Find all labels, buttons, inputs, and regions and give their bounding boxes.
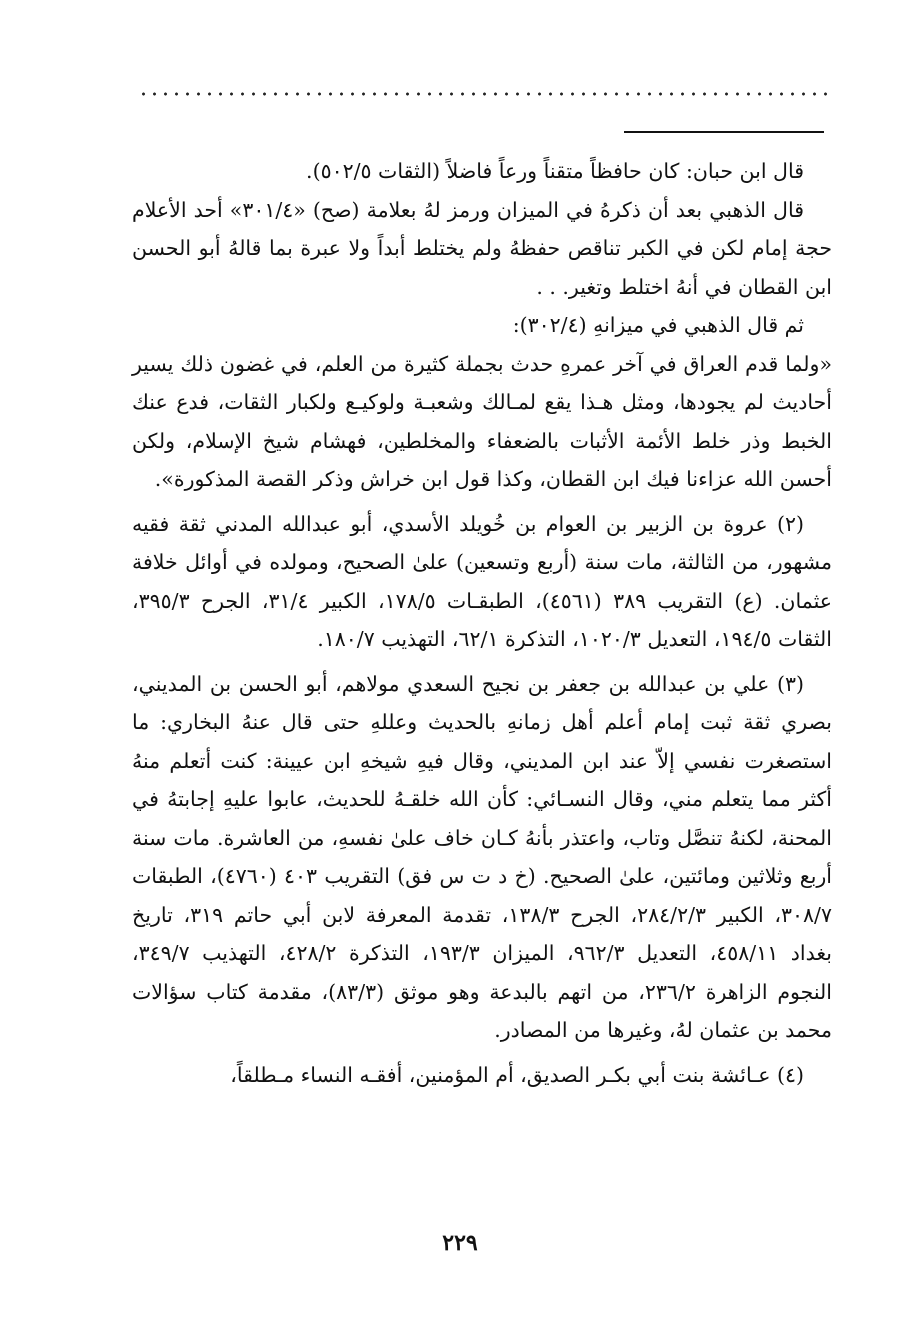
- footnote-item: (٤) عـائشة بنت أبي بكـر الصديق، أم المؤمنين، أفقـه النساء مـطلقاً،: [230, 1062, 804, 1087]
- page-number: ٢٢٩: [442, 1230, 478, 1256]
- paragraph: «ولما قدم العراق في آخر عمرهِ حدث بجملة كثيرة من العلم، في غضون ذلك يسير أحاديث لم يجودها، ومثل هـذا يقع لمـالك وشعبـة ولوكيـع ولكبار الثقات، فدع عنك الخبط وذر خلط الأئمة الأثبات بالضعفاء والمخلطين، فهشام شيخ الإسلام، ولكن أحسن الله عزاءنا فيك ابن القطان، وكذا قول ابن خراش وذكر القصة المذكورة».: [132, 351, 832, 491]
- footnote-rule: [624, 131, 824, 133]
- dotted-separator: [138, 92, 828, 96]
- footnote-item: (٣) علي بن عبدالله بن جعفر بن نجيح السعدي مولاهم، أبو الحسن بن المديني، بصري ثقة ثبت إمام أعلم أهل زمانهِ بالحديث وعللهِ حتى قال عنهُ البخاري: ما استصغرت نفسي إلاّ عند ابن المديني، وقال فيهِ شيخهِ ابن عيينة: كنت أتعلم منهُ أكثر مما يتعلم مني، وقال النسـائي: كأن الله خلقـهُ للحديث، عابوا عليهِ إجابتهُ في المحنة، لكنهُ تنصَّل وتاب، واعتذر بأنهُ كـان خاف علىٰ نفسهِ، من العاشرة. مات سنة أربع وثلاثين ومائتين، علىٰ الصحيح. (خ د ت س فق) التقريب ٤٠٣ (٤٧٦٠)، الطبقات ٣٠٨/٧، الكبير ٢٨٤/٢/٣، الجرح ١٣٨/٣، تقدمة المعرفة لابن أبي حاتم ٣١٩، تاريخ بغداد ٤٥٨/١١، التعديل ٩٦٢/٣، الميزان ١٩٣/٣، التذكرة ٤٢٨/٢، التهذيب ٣٤٩/٧، النجوم الزاهرة ٢٣٦/٢، من اتهم بالبدعة وهو موثق (٨٣/٣)، مقدمة كتاب سؤالات محمد بن عثمان لهُ، وغيرها من المصادر.: [132, 671, 832, 1042]
- footnote-text: [132, 152, 832, 1094]
- footnote-item: (٢) عروة بن الزبير بن العوام بن خُويلد الأسدي، أبو عبدالله المدني ثقة فقيه مشهور، من الثالثة، مات سنة (أربع وتسعين) علىٰ الصحيح، ومولده في أوائل خلافة عثمان. (ع) التقريب ٣٨٩ (٤٥٦١)، الطبقـات ١٧٨/٥، الكبير ٣١/٤، الجرح ٣٩٥/٣، الثقات ١٩٤/٥، التعديل ١٠٢٠/٣، التذكرة ٦٢/١، التهذيب ١٨٠/٧.: [132, 511, 832, 651]
- paragraph: قال ابن حبان: كان حافظاً متقناً ورعاً فاضلاً (الثقات ٥٠٢/٥).: [306, 159, 804, 183]
- paragraph: ثم قال الذهبي في ميزانهِ (٣٠٢/٤):: [512, 313, 804, 337]
- paragraph: قال الذهبي بعد أن ذكرهُ في الميزان ورمز لهُ بعلامة (صح) «٣٠١/٤» أحد الأعلام حجة إمام لكن في الكبر تناقص حفظهُ ولم يختلط أبداً ولا عبرة بما قالهُ أبو الحسن ابن القطان في أنهُ اختلط وتغير. . .: [132, 197, 832, 299]
